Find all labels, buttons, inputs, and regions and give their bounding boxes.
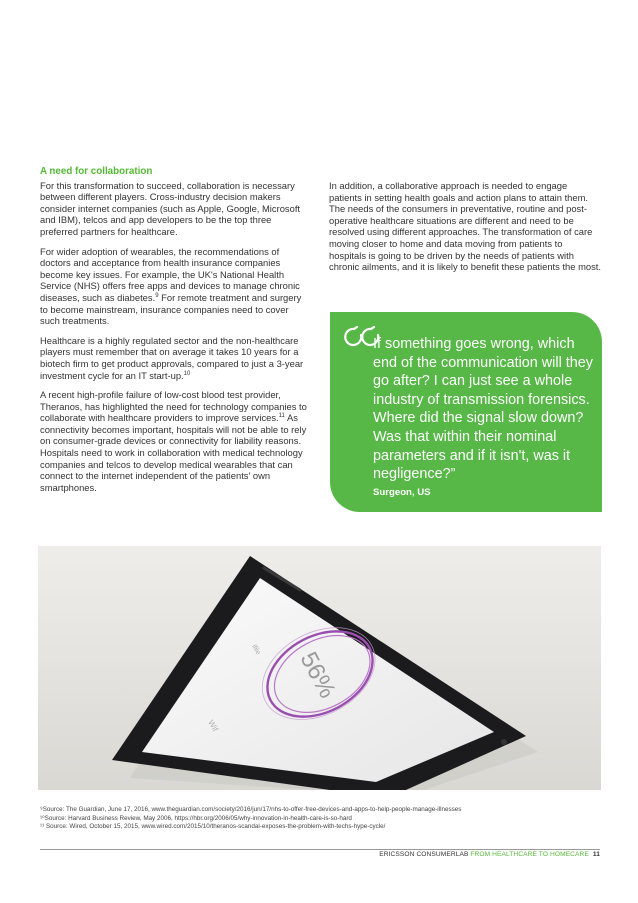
page-number: 11 xyxy=(592,851,600,858)
footer-rule xyxy=(40,849,600,850)
paragraph: Healthcare is a highly regulated sector and the non-healthcare players must remember that on average it takes 10 years for a biotech firm to get product approvals, compared to just a 3-year investment cycle for an IT start-up.$^{10}$ xyxy=(40,334,304,381)
smartphone-photo xyxy=(38,546,601,790)
footnotes xyxy=(40,806,600,832)
right-column xyxy=(329,180,601,281)
footnote: ¹⁰Source: Harvard Business Review, May 2006, https://hbr.org/2006/05/why-innovation-in-health-care-is-so-hard xyxy=(40,814,352,822)
paragraph: For wider adoption of wearables, the recommendations of doctors and acceptance from health insurance companies become key issues. For example, the UK's National Health Service (NHS) offers free apps and devices to manage chronic diseases, such as diabetes.$^9$ For remote treatment and surgery to become mainstream, insurance companies need to cover such treatments. xyxy=(40,245,302,327)
paragraph: In addition, a collaborative approach is needed to engage patients in setting health goals and action plans to attain them. The needs of the consumers in preventative, routine and post-operative healthcare situations are different and need to be resolved using different approaches. The transformation of care moving closer to home and data moving from patients to hospitals is going to be driven by the needs of patients with chronic ailments, and it is likely to benefit these patients the most. xyxy=(329,180,602,273)
screen-sublabel: ifile xyxy=(250,643,262,657)
quote-text: If something goes wrong, which end of the communication will they go after? I can just see a whole industry of transmission forensics. Where did the signal slow down? Was that within their nominal parameters and if it isn't, was it negligence?” xyxy=(373,336,593,483)
footnote: ¹¹ Source: Wired, October 15, 2015, www.wired.com/2015/10/theranos-scandal-exposes-the-problem-with-techs-hype-cycle/ xyxy=(40,823,386,831)
footer-brand: ERICSSON CONSUMERLAB xyxy=(379,851,469,858)
footnote: ⁹Source: The Guardian, June 17, 2016, www.theguardian.com/society/2016/jun/17/nhs-to-offer-free-devices-and-apps-to-help-people-manage-illnesses xyxy=(40,806,462,813)
percent-label: 56% xyxy=(294,647,341,703)
footnote-ref: 9 xyxy=(155,292,159,299)
left-column xyxy=(40,166,310,501)
quote-attribution: Surgeon, US xyxy=(373,487,431,498)
screen-sublabel: Wif xyxy=(206,718,220,734)
footnote-ref: 10 xyxy=(183,370,191,377)
paragraph: For this transformation to succeed, collaboration is necessary between different players. Cross-industry decision makers consider internet companies (such as Apple, Google, Microsoft and IBM), telcos and app developers to be the top three preferred partners for healthcare. xyxy=(40,179,301,237)
paragraph: A recent high-profile failure of low-cost blood test provider, Theranos, has highlighted the need for technology companies to collaborate with healthcare providers to improve services.$^{11}$ As connectivity becomes important, hospitals will not be able to rely on consumer-grade devices or connectivity for liability reasons. Hospitals need to work in collaboration with medical technology companies and telcos to develop medical wearables that can connect to the internet independent of the patients' own smartphones. xyxy=(40,389,307,493)
phone-illustration xyxy=(38,546,601,790)
footnote-ref: 11 xyxy=(278,413,285,420)
footer-report-title: FROM HEALTHCARE TO HOMECARE xyxy=(470,851,589,858)
page-footer xyxy=(379,851,600,858)
section-heading: A need for collaboration xyxy=(40,166,153,177)
pull-quote xyxy=(330,312,602,512)
